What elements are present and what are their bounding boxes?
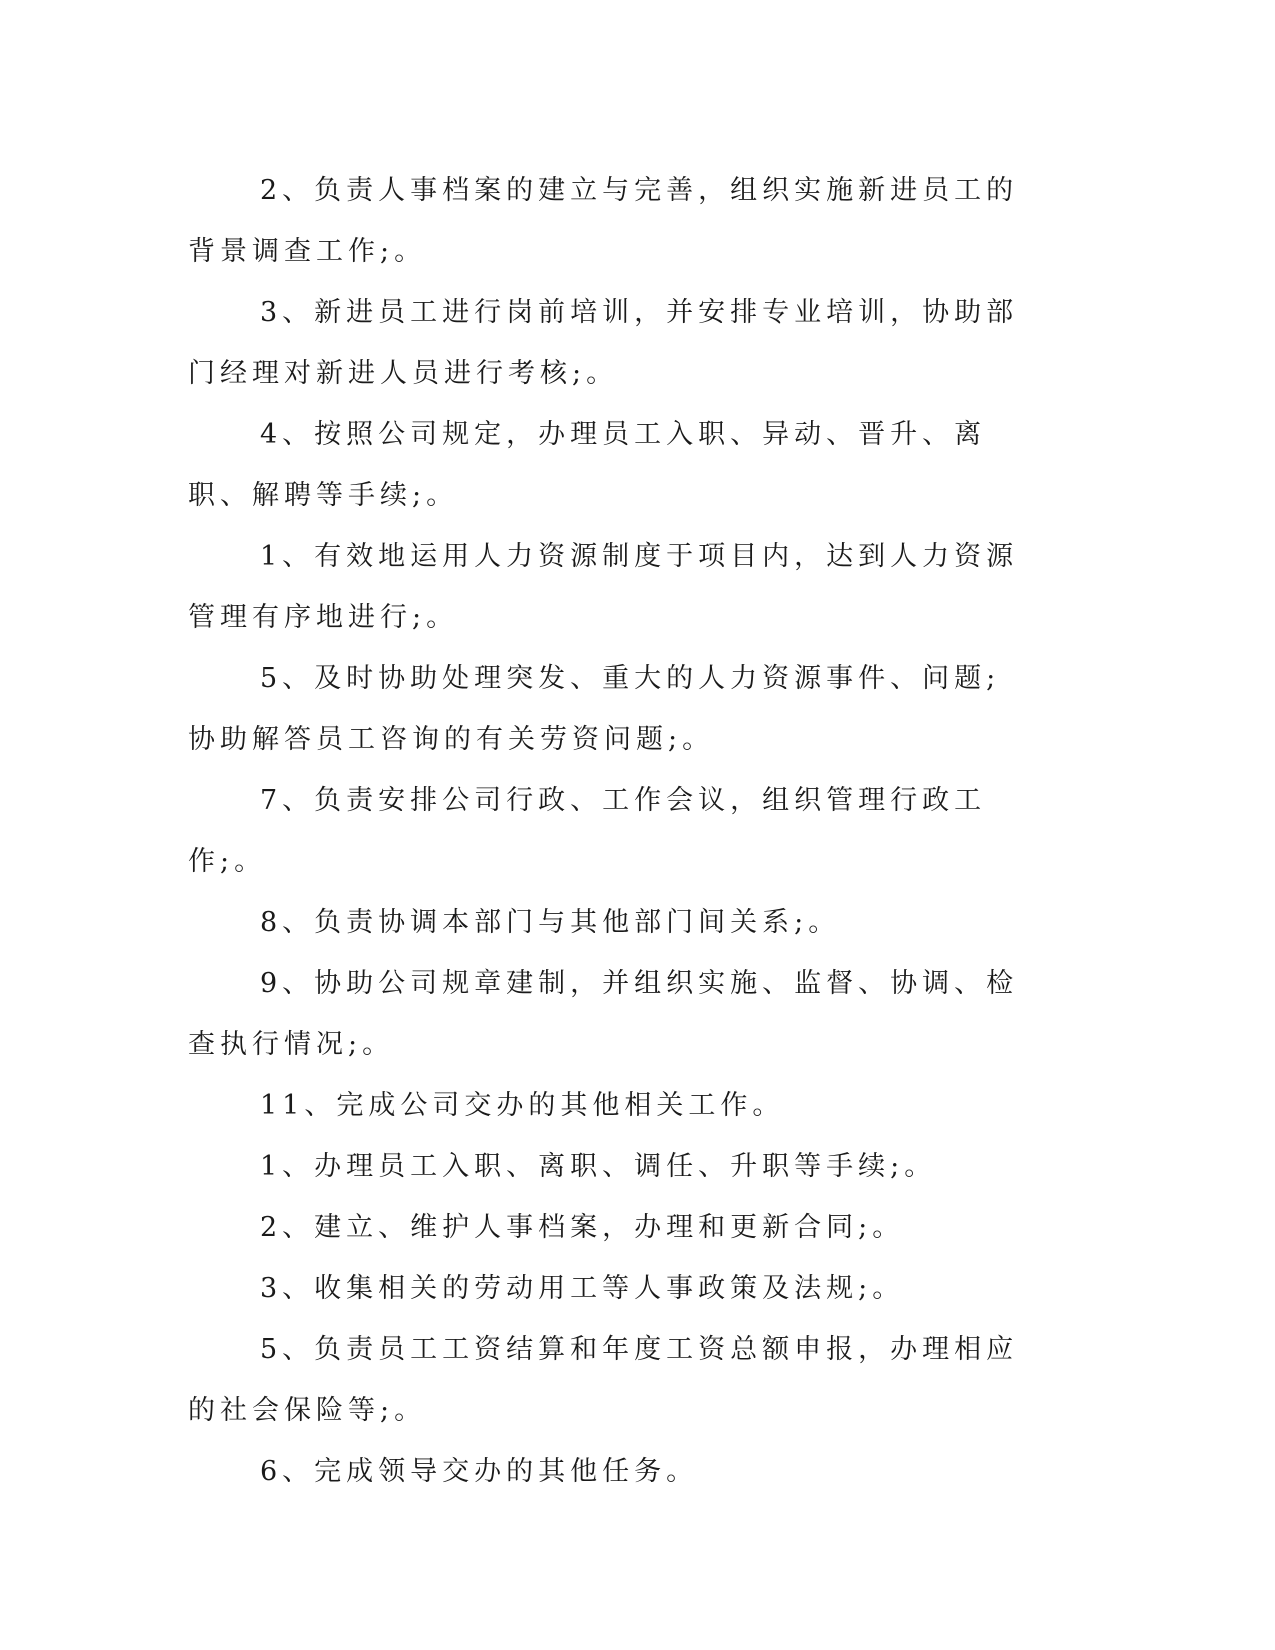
paragraph: 7、负责安排公司行政、工作会议，组织管理行政工作;。: [188, 785, 987, 877]
paragraph: 8、负责协调本部门与其他部门间关系;。: [260, 907, 841, 938]
paragraph: 5、负责员工工资结算和年度工资总额申报，办理相应的社会保险等;。: [188, 1334, 1019, 1426]
paragraph: 3、新进员工进行岗前培训，并安排专业培训，协助部门经理对新进人员进行考核;。: [188, 297, 1019, 389]
paragraph: 9、协助公司规章建制，并组织实施、监督、协调、检查执行情况;。: [188, 968, 1019, 1060]
paragraph: 6、完成领导交办的其他任务。: [260, 1456, 699, 1487]
paragraph: 11、完成公司交办的其他相关工作。: [260, 1090, 785, 1121]
paragraph: 1、有效地运用人力资源制度于项目内，达到人力资源管理有序地进行;。: [188, 541, 1019, 633]
paragraph: 5、及时协助处理突发、重大的人力资源事件、问题;协助解答员工咨询的有关劳资问题;。: [188, 663, 1001, 755]
paragraph: 4、按照公司规定，办理员工入职、异动、晋升、离职、解聘等手续;。: [188, 419, 987, 511]
paragraph: 1、办理员工入职、离职、调任、升职等手续;。: [260, 1151, 937, 1182]
paragraph: 2、建立、维护人事档案，办理和更新合同;。: [260, 1212, 905, 1243]
paragraph: 3、收集相关的劳动用工等人事政策及法规;。: [260, 1273, 905, 1304]
paragraph: 2、负责人事档案的建立与完善，组织实施新进员工的背景调查工作;。: [188, 175, 1019, 267]
